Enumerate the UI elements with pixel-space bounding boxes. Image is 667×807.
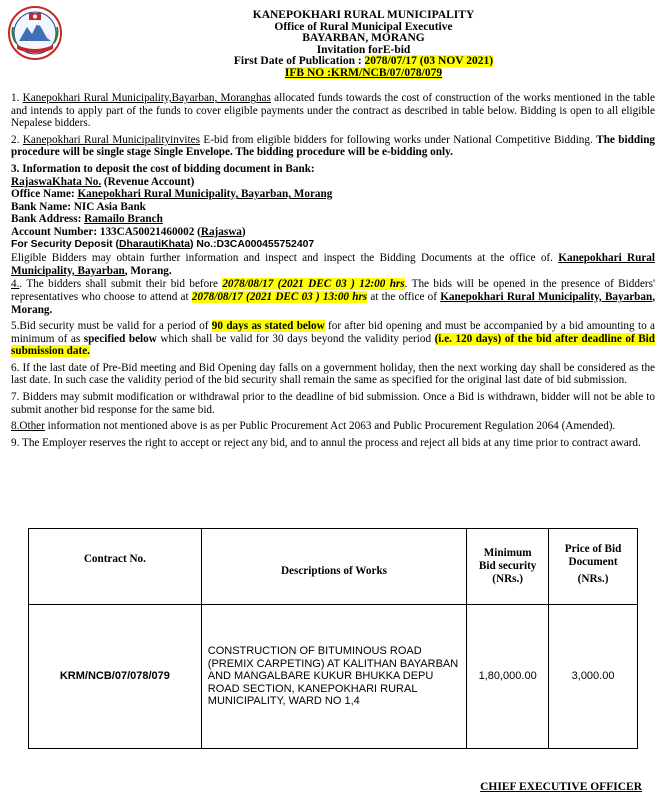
header-description: Descriptions of Works bbox=[201, 529, 466, 605]
p3-bank-value: NIC Asia Bank bbox=[73, 200, 146, 213]
p4-mid: . The bids will be opened in the presence of Bidders' representatives who choose to attend at bbox=[11, 278, 655, 303]
row-min-security: 1,80,000.00 bbox=[467, 605, 549, 749]
p4-deadline: 2078/08/17 (2021 DEC 03 ) 12:00 hrs bbox=[222, 278, 405, 291]
p3-office bbox=[11, 188, 655, 201]
p3-acct-ul: Rajaswa bbox=[200, 225, 242, 238]
table-row bbox=[29, 605, 638, 749]
works-table bbox=[28, 528, 638, 749]
p3-account-name-ul: RajaswaKhata No. bbox=[11, 175, 102, 188]
p5-validity: (i.e. 120 days) of the bid after deadline of Bid submission date. bbox=[11, 332, 655, 358]
p4-post: at the office of bbox=[367, 290, 441, 303]
paragraph-5 bbox=[11, 320, 655, 358]
paragraph-eligible bbox=[11, 252, 655, 277]
invitation-title: Invitation forE-bid bbox=[316, 43, 411, 56]
p1-number: 1. bbox=[11, 92, 23, 104]
paragraph-1 bbox=[11, 92, 655, 130]
p1-text: allocated funds towards the cost of construction of the works mentioned in the table and intends to apply part of the funds to cover eligible payments under the contract as described in table below. Bidding is open to all eligible Nepalese bidders. bbox=[11, 92, 656, 130]
row-contract-no: KRM/NCB/07/078/079 bbox=[29, 605, 202, 749]
signatory-title: CHIEF EXECUTIVE OFFICER bbox=[480, 781, 642, 793]
first-date-value: 2078/07/17 (03 NOV 2021) bbox=[364, 55, 494, 68]
eligible-text: Eligible Bidders may obtain further information and inspect and inspect the Bidding Documents at the office of. bbox=[11, 252, 559, 265]
p3-bank bbox=[11, 201, 655, 214]
p3-account-number bbox=[11, 226, 655, 239]
paragraph-3 bbox=[11, 163, 655, 251]
p3-acct-label: Account Number: 133CA50021460002 ( bbox=[11, 225, 201, 238]
row-description: CONSTRUCTION OF BITUMINOUS ROAD (PREMIX CARPETING) AT KALITHAN BAYARBAN AND MANGALBARE KUKUR BHUKKA DEPU ROAD SECTION, KANEPOKHARI RURAL MUNICIPALITY, WARD NO 1,4 bbox=[201, 605, 466, 749]
office-name: Office of Rural Municipal Executive bbox=[274, 20, 453, 33]
p3-bank-address bbox=[11, 213, 655, 226]
notice-header bbox=[60, 10, 667, 80]
p3-sec-ul: DharautiKhata bbox=[118, 238, 190, 250]
municipality-name: KANEPOKHARI RURAL MUNICIPALITY bbox=[252, 9, 475, 21]
p2-text: E-bid from eligible bidders for following works under National Competitive Bidding. bbox=[199, 133, 597, 146]
ifb-number: IFB NO :KRM/NCB/07/078/079 bbox=[284, 66, 443, 79]
p2-number: 2. bbox=[11, 133, 23, 146]
p3-sec-rest: ) No.:D3CA000455752407 bbox=[189, 238, 315, 250]
p3-account-name bbox=[11, 176, 655, 189]
p1-municipality: Kanepokhari Rural Municipality,Bayarban, Moranghas bbox=[22, 92, 271, 104]
paragraph-6: 6. If the last date of Pre-Bid meeting and Bid Opening day falls on a government holiday, then the next working day shall be considered as the last date. In such case the validity period of the bid security shall remain the same as specified for the original last date of bid submission. bbox=[11, 361, 655, 387]
notice-body bbox=[11, 92, 655, 450]
p8-number: 8.Other bbox=[11, 420, 45, 433]
municipality-emblem-icon bbox=[7, 5, 63, 61]
header-min-line1: Minimum bbox=[483, 547, 532, 559]
paragraph-8 bbox=[11, 420, 655, 433]
p4-end: , Morang. bbox=[11, 290, 655, 316]
table-header-row bbox=[29, 529, 638, 605]
row-price: 3,000.00 bbox=[549, 605, 638, 749]
first-date-label: First Date of Publication : bbox=[233, 55, 365, 68]
p3-office-label: Office Name: bbox=[11, 188, 78, 201]
p5-mid2: which shall be valid for 30 days beyond the validity period bbox=[156, 332, 435, 345]
p3-account-name-rest: (Revenue Account) bbox=[101, 175, 195, 188]
header-min-line3: (NRs.) bbox=[492, 573, 524, 585]
eligible-office: Kanepokhari Rural Municipality, Bayarban bbox=[11, 252, 655, 277]
p5-spec: specified below bbox=[83, 332, 157, 345]
paragraph-9: 9. The Employer reserves the right to accept or reject any bid, and to annul the process and reject all bids at any time prior to contract award. bbox=[11, 436, 641, 449]
p5-days: 90 days as stated below bbox=[211, 320, 325, 333]
p5-mid: for after bid opening and must be accompanied by a bid amounting to a minimum of as bbox=[11, 320, 655, 345]
p4-opening: 2078/08/17 (2021 DEC 03 ) 13:00 hrs bbox=[191, 290, 368, 303]
ifb-line bbox=[60, 68, 667, 80]
paragraph-7: 7. Bidders may submit modification or withdrawal prior to the deadline of bid submission. Once a Bid is withdrawn, bidder will not be able to submit another bid response for the same bid. bbox=[11, 391, 655, 416]
p4-office: Kanepokhari Rural Municipality, Bayarban bbox=[440, 290, 653, 303]
header-price-line3: (NRs.) bbox=[577, 573, 609, 585]
eligible-end: , Morang. bbox=[124, 264, 172, 277]
p3-address-label: Bank Address: bbox=[11, 213, 85, 226]
p2-procedure: The bidding procedure will be single stage Single Envelope. The bidding procedure will be e-bidding only. bbox=[11, 133, 656, 159]
p5-pre: 5.Bid security must be valid for a period of bbox=[11, 320, 212, 333]
header-min-line2: Bid security bbox=[478, 560, 537, 572]
p4-pre: . The bidders shall submit their bid before bbox=[19, 278, 223, 291]
p4-number: 4. bbox=[11, 278, 20, 291]
p3-security-deposit bbox=[11, 239, 655, 252]
p8-text: information not mentioned above is as per Public Procurement Act 2063 and Public Procurement Regulation 2064 (Amended). bbox=[44, 420, 616, 433]
header-price-line1: Price of Bid bbox=[564, 543, 622, 555]
header-contract-no: Contract No. bbox=[29, 529, 202, 605]
p3-address-value: Ramailo Branch bbox=[84, 213, 163, 226]
header-price-line2: Document bbox=[568, 556, 618, 568]
p3-acct-close: ) bbox=[241, 225, 246, 238]
p2-municipality: Kanepokhari Rural Municipalityinvites bbox=[22, 133, 200, 146]
p3-bank-label: Bank Name: bbox=[11, 200, 74, 213]
header-min-security bbox=[467, 529, 549, 605]
office-address: BAYARBAN, MORANG bbox=[302, 32, 425, 45]
p3-office-value: Kanepokhari Rural Municipality, Bayarban, Morang bbox=[77, 188, 333, 201]
header-price bbox=[549, 529, 638, 605]
paragraph-4 bbox=[11, 278, 655, 316]
p3-title: 3. Information to deposit the cost of bidding document in Bank: bbox=[11, 162, 315, 175]
paragraph-2 bbox=[11, 134, 655, 159]
p3-sec-label: For Security Deposit ( bbox=[11, 238, 119, 250]
